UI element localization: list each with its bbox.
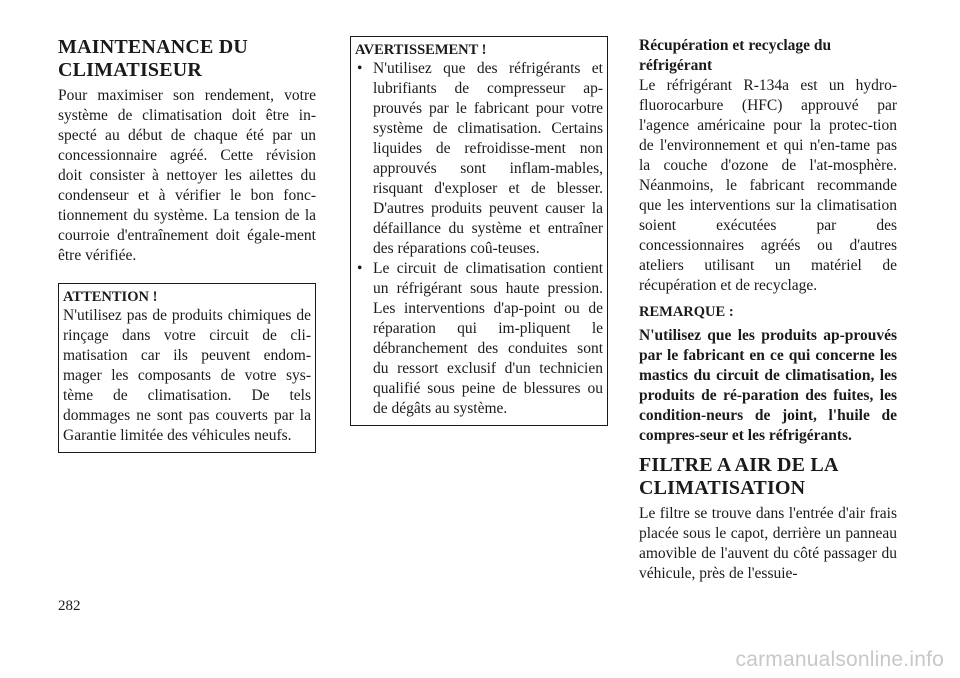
air-filter-paragraph: Le filtre se trouve dans l'entrée d'air frais placée sous le capot, derrière un panneau amovible de l'auvent du côté passager du véhicule, près de l'essuie- [639, 505, 897, 582]
page-number: 282 [58, 598, 81, 614]
warning-bullet-list [355, 59, 603, 419]
section-heading-maintenance: MAINTENANCE DU CLIMATISEUR [58, 36, 249, 81]
remark-text: N'utilisez que les produits ap-prouvés par le fabricant en ce qui concerne les mastics du circuit de climatisation, les produits de ré-paration des fuites, les condition-neurs de joint, l'huile de compres-seur et les réfrigérants. [639, 327, 897, 444]
column-middle [350, 36, 608, 426]
list-item [355, 59, 603, 259]
warning-bullet-text: N'utilisez que des réfrigérants et lubrifiants de compresseur ap-prouvés par le fabricant pour votre système de climatisation. Certains liquides de refroidisse-ment non approuvés sont inflam-mables, risquant d'exploser et de blesser. D'autres produits peuvent causer la défaillance du système et entraîner des réparations coû-teuses. [373, 60, 603, 257]
remark-label: REMARQUE : [639, 304, 734, 320]
watermark: carmanualsonline.info [735, 648, 944, 671]
warning-bullet-text: Le circuit de climatisation contient un réfrigérant sous haute pression. Les interventions d'ap-point ou de réparation qui im-pliquent le débranchement des conduites sont du ressort exclusif d'un technicien qualifié sous peine de blessures ou de dégâts au système. [373, 260, 603, 417]
warning-title: AVERTISSEMENT ! [355, 42, 487, 58]
recovery-paragraph: Le réfrigérant R-134a est un hydro-fluorocarbure (HFC) approuvé par l'agence américaine pour la protec-tion de l'environnement et qui n'en-tame pas la couche d'ozone de l'at-mosphère. Néanmoins, le fabricant recommande que les interventions sur la climatisation soient exécutées par des concessionnaires agréés ou d'autres ateliers utilisant un matériel de récupération et de recyclage. [639, 77, 897, 294]
list-item [355, 259, 603, 419]
column-right [639, 36, 897, 584]
maintenance-paragraph: Pour maximiser son rendement, votre système de climatisation doit être in-specté au début de chaque été par un concessionnaire agréé. Cette révision doit consister à nettoyer les ailettes du condenseur et à vérifier le bon fonc-tionnement du système. La tension de la courroie d'entraînement doit égale-ment être vérifiée. [58, 87, 316, 264]
warning-box [350, 36, 608, 426]
attention-text: N'utilisez pas de produits chimiques de rinçage dans votre circuit de cli-matisation car ils peuvent endom-mager les composants de votre sys-tème de climatisation. De tels dommages ne sont pas couverts par la Garantie limitée des véhicules neufs. [63, 307, 311, 444]
column-left [58, 36, 316, 453]
bullet-icon: • [357, 260, 363, 277]
recovery-subheading: Récupération et recyclage du réfrigérant [639, 37, 832, 74]
section-heading-air-filter: FILTRE A AIR DE LA CLIMATISATION [639, 454, 838, 499]
bullet-icon: • [357, 60, 363, 77]
attention-title: ATTENTION ! [63, 289, 158, 305]
attention-box [58, 283, 316, 453]
